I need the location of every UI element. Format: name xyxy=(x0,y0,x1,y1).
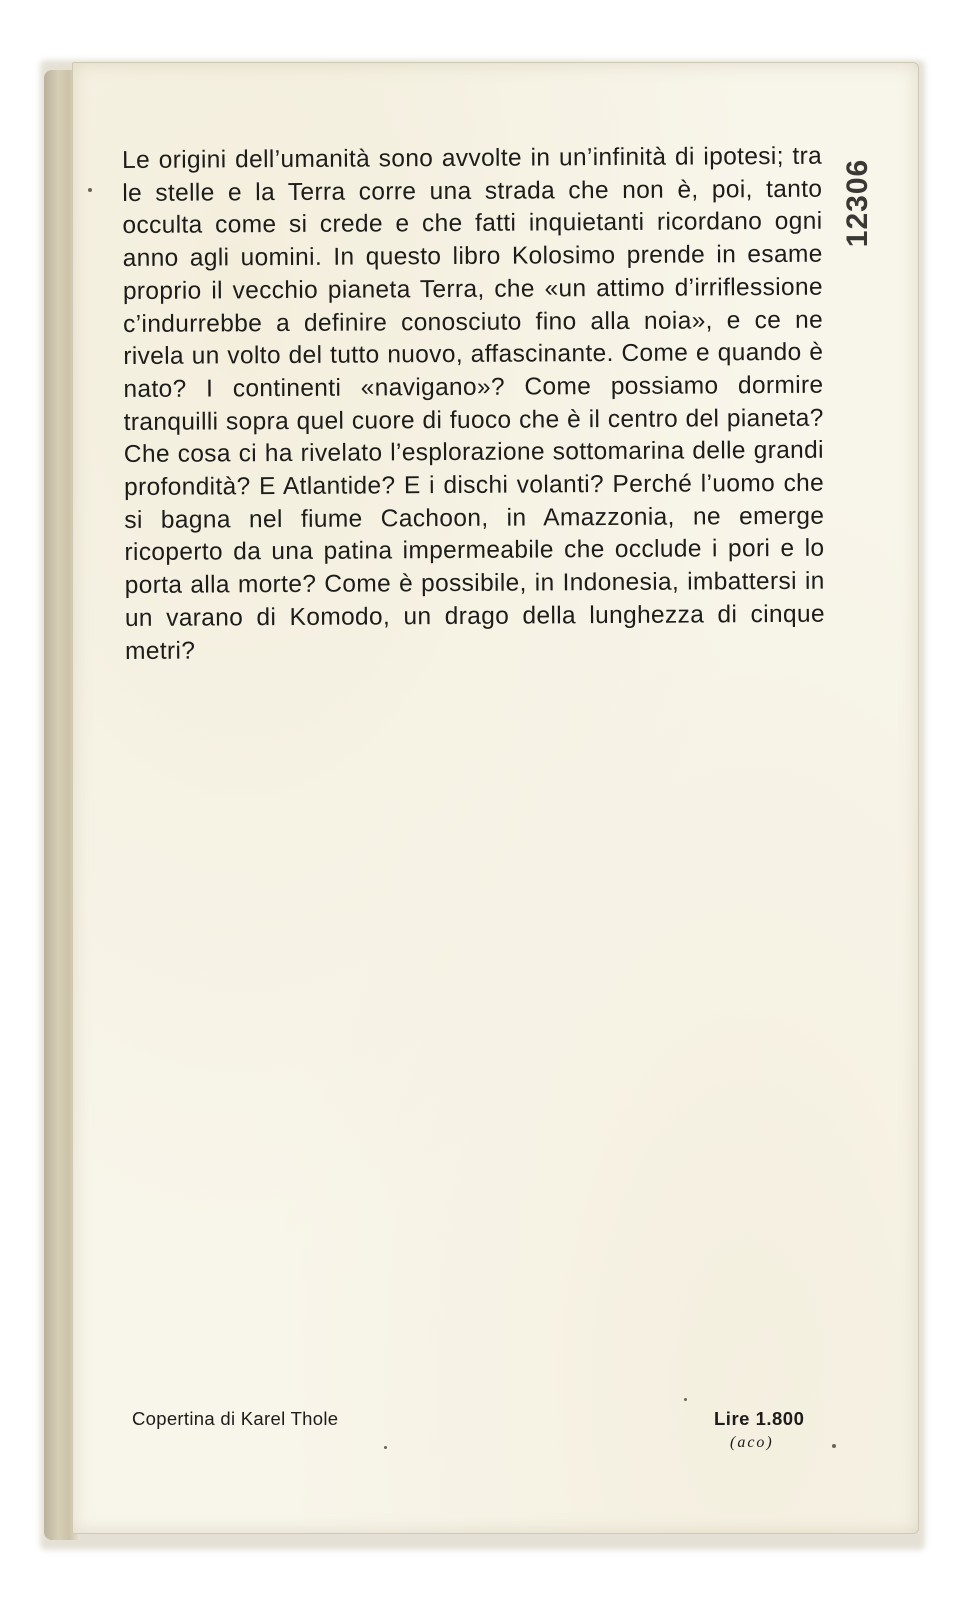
blurb-text: Le origini dell’umanità sono avvolte in un’infinità di ipotesi; tra le stelle e la Terra corre una strada che non è, poi, tanto occulta come si crede e che fatti inquietanti ricordano ogni anno agli uomini. In questo libro Kolosimo prende in esame proprio il vecchio pianeta Terra, che «un attimo d’irriflessione c’indurrebbe a definire conosciuto fino alla noia», e ce ne rivela un volto del tutto nuovo, affascinante. Come e quando è nato? I continenti «navigano»? Come possiamo dormire tranquilli sopra quel cuore di fuoco che è il centro del pianeta? Che cosa ci ha rivelato l’esplorazione sottomarina delle grandi profondità? E Atlantide? E i dischi volanti? Perché l’uomo che si bagna nel fiume Cachoon, in Amazzonia, ne emerge ricoperto da una patina impermeabile che occlude i pori e lo porta alla morte? Come è possibile, in Indonesia, imbattersi in un varano di Komodo, un drago della lunghezza di cinque metri? xyxy=(122,142,825,665)
paper-speck xyxy=(384,1446,387,1449)
paper-speck xyxy=(88,188,92,192)
cover-credit: Copertina di Karel Thole xyxy=(132,1408,339,1429)
price: Lire 1.800 xyxy=(714,1408,805,1429)
price-code: (aco) xyxy=(730,1434,774,1451)
catalog-number xyxy=(838,148,878,258)
catalog-number-text: 12306 xyxy=(841,158,874,248)
paper-speck xyxy=(832,1444,836,1448)
paper-speck xyxy=(684,1398,687,1401)
